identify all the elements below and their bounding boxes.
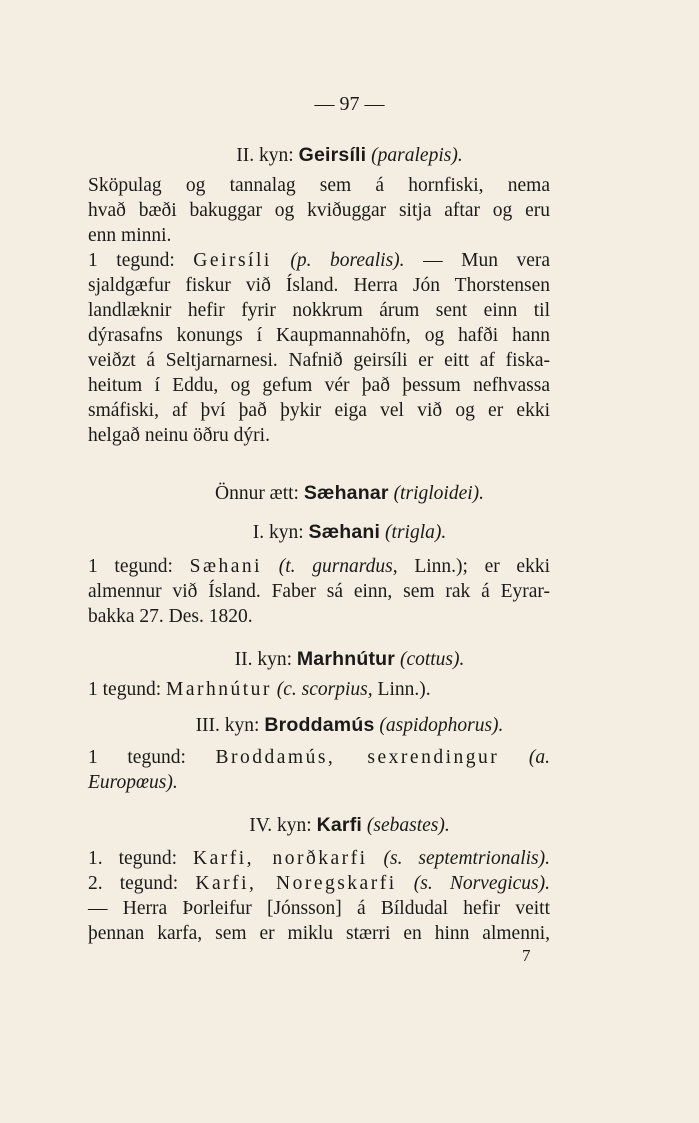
tegund-label: 1 tegund: [88,747,186,768]
text-fragment: Linn.). [377,679,431,700]
species-line [88,847,550,871]
tegund-label: 1 tegund: [88,679,162,700]
text-line: smáfiski, af því það þykir eiga vel við og er ekki [88,400,550,421]
heading-latin: (paralepis). [371,145,463,166]
text-line: þennan karfa, sem er miklu stærri en hinn almenni, [88,923,550,944]
heading-latin: (trigla). [385,522,447,543]
heading-geirsili [0,143,699,168]
species-latin: (s. septemtrionalis). [383,848,551,869]
species-name: Sæhani [189,556,263,577]
species-line [88,746,550,770]
heading-name: Marhnútur [296,648,396,670]
heading-name: Broddamús [264,714,375,736]
species-name: Marhnútur [166,679,272,700]
species-line [88,678,550,702]
heading-family [0,481,699,506]
species-name: Broddamús, sexrendingur [215,747,500,768]
heading-latin: (sebastes). [366,815,450,836]
tegund-label: 2. tegund: [88,873,179,894]
species-name: Geirsíli [193,250,272,271]
text-line: almennur við Ísland. Faber sá einn, sem rak á Eyrar- [88,581,550,602]
heading-name: Sæhanar [303,482,389,504]
heading-prefix: II. kyn: [236,145,294,166]
heading-prefix: IV. kyn: [249,815,312,836]
species-line [88,249,550,273]
text-line: hvað bæði bakuggar og kviðuggar sitja aftar og eru [88,200,550,221]
heading-name: Karfi [316,814,363,836]
text-line: enn minni. [88,225,172,246]
tegund-label: 1 tegund: [88,556,173,577]
heading-latin: (aspidophorus). [379,715,504,736]
heading-name: Geirsíli [298,144,367,166]
text-line: bakka 27. Des. 1820. [88,606,253,627]
text-line: veiðzt á Seltjarnarnesi. Nafnið geirsíli er eitt af fiska- [88,350,550,371]
text-line: dýrasafns konungs í Kaupmannahöfn, og hafði hann [88,325,550,346]
heading-kyn4 [0,813,699,838]
species-line [88,872,550,896]
text-line: heitum í Eddu, og gefum vér það þessum nefhvassa [88,375,550,396]
signature-mark: 7 [522,946,531,965]
species-latin: (p. borealis). [290,250,405,271]
heading-prefix: Önnur ætt: [214,483,299,504]
text-line: landlæknir hefir fyrir nokkrum árum sent einn til [88,300,550,321]
tegund-label: 1. tegund: [88,848,178,869]
text-line: helgað neinu öðru dýri. [88,425,270,446]
heading-kyn1 [0,520,699,545]
species-line [88,555,550,579]
heading-kyn2 [0,647,699,672]
heading-name: Sæhani [308,521,381,543]
species-latin: (c. scorpius, [276,679,373,700]
heading-latin: (cottus). [399,649,465,670]
heading-prefix: I. kyn: [252,522,304,543]
tegund-label: 1 tegund: [88,250,175,271]
species-latin: (t. gurnardus, [278,556,398,577]
heading-latin: (trigloidei). [393,483,485,504]
text-fragment: — Mun vera [423,250,551,271]
heading-prefix: II. kyn: [234,649,292,670]
heading-kyn3 [0,713,699,738]
text-fragment: Linn.); er ekki [414,556,551,577]
text-line: sjaldgæfur fiskur við Ísland. Herra Jón Thorstensen [88,275,550,296]
text-line: Europœus). [88,772,178,793]
text-line: Sköpulag og tannalag sem á hornfiski, nema [88,175,550,196]
heading-prefix: III. kyn: [195,715,260,736]
species-name: Karfi, norðkarfi [193,848,368,869]
species-latin: (a. [528,747,551,768]
species-name: Karfi, Noregskarfi [195,873,397,894]
page-number: — 97 — [314,93,385,115]
text-line: — Herra Þorleifur [Jónsson] á Bíldudal hefir veitt [88,898,550,919]
species-latin: (s. Norvegicus). [413,873,551,894]
